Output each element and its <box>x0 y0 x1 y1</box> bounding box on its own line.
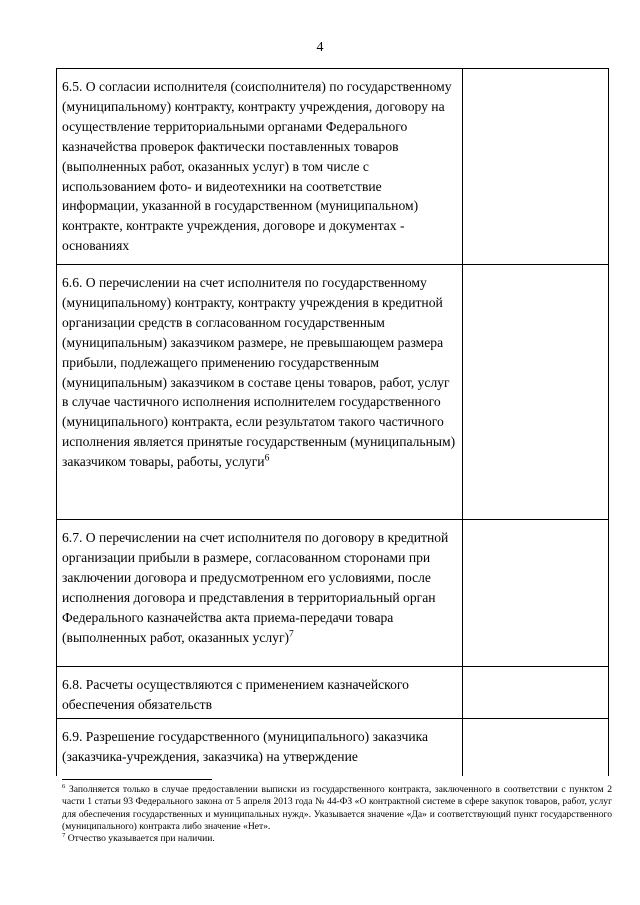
row-value-cell <box>463 265 609 520</box>
row-text-cell <box>57 520 463 667</box>
table-row <box>57 718 609 776</box>
row-text: 6.8. Расчеты осуществляются с применением казначейского обеспечения обязательств <box>62 677 409 712</box>
footnote-ref: 7 <box>289 629 294 639</box>
row-text: 6.7. О перечислении на счет исполнителя по договору в кредитной организации прибыли в размере, согласованном сторонами при заключении договора и предусмотренном его условиями, после исполнения договора и представления в территориальный орган Федерального казначейства акта приема-передачи товара (выполненных работ, оказанных услуг) <box>62 530 449 645</box>
row-text-cell <box>57 667 463 719</box>
footnote-divider <box>62 779 212 780</box>
table-row <box>57 667 609 719</box>
table-row <box>57 69 609 265</box>
row-value-cell <box>463 718 609 776</box>
row-text: 6.5. О согласии исполнителя (соисполнителя) по государственному (муниципальному) контракту, контракту учреждения, договору на осуществление территориальными органами Федерального казначейства проверок фактически поставленных товаров (выполненных работ, оказанных услуг) в том числе с использованием фото- и видеотехники на соответствие информации, указанной в государственном (муниципальном) контракте, контракте учреждения, договоре и документах - основаниях <box>62 79 452 254</box>
row-value-cell <box>463 667 609 719</box>
footnote <box>62 833 612 845</box>
document-table <box>56 68 609 776</box>
row-text-cell <box>57 718 463 776</box>
footnote-text: Заполняется только в случае предоставлении выписки из государственного контракта, заключенного в соответствии с пунктом 2 части 1 статьи 93 Федерального закона от 5 апреля 2013 года № 44-ФЗ «О контрактной системе в сфере закупок товаров, работ, услуг для обеспечения государственных и муниципальных нужд». Указывается значение «Да» и соответствующий пункт государственного (муниципального) контракта либо значение «Нет». <box>62 784 612 832</box>
row-text: 6.6. О перечислении на счет исполнителя по государственному (муниципальному) контракту, контракту учреждения в кредитной организации средств в согласованном государственным (муниципальным) заказчиком размере, не превышающем размера прибыли, подлежащего применению государственным (муниципальным) заказчиком в составе цены товаров, работ, услуг в случае частичного исполнения исполнителем государственного (муниципального) контракта, если результатом такого частичного исполнения является принятые государственным (муниципальным) заказчиком товары, работы, услуги <box>62 275 456 470</box>
footnote <box>62 784 612 833</box>
footnote-mark: 7 <box>62 832 66 839</box>
footnote-mark: 6 <box>62 782 66 790</box>
footnote-text: Отчество указывается при наличии. <box>65 833 215 845</box>
page-number: 4 <box>316 40 324 55</box>
row-text: 6.9. Разрешение государственного (муниципального) заказчика (заказчика-учреждения, заказчика) на утверждение <box>62 728 429 764</box>
footnotes <box>62 784 612 845</box>
row-value-cell <box>463 520 609 667</box>
footnote-ref: 6 <box>264 453 270 464</box>
row-text-cell <box>57 265 463 520</box>
row-text-cell <box>57 69 463 265</box>
row-value-cell <box>463 69 609 265</box>
table-row <box>57 520 609 667</box>
table-row <box>57 265 609 520</box>
